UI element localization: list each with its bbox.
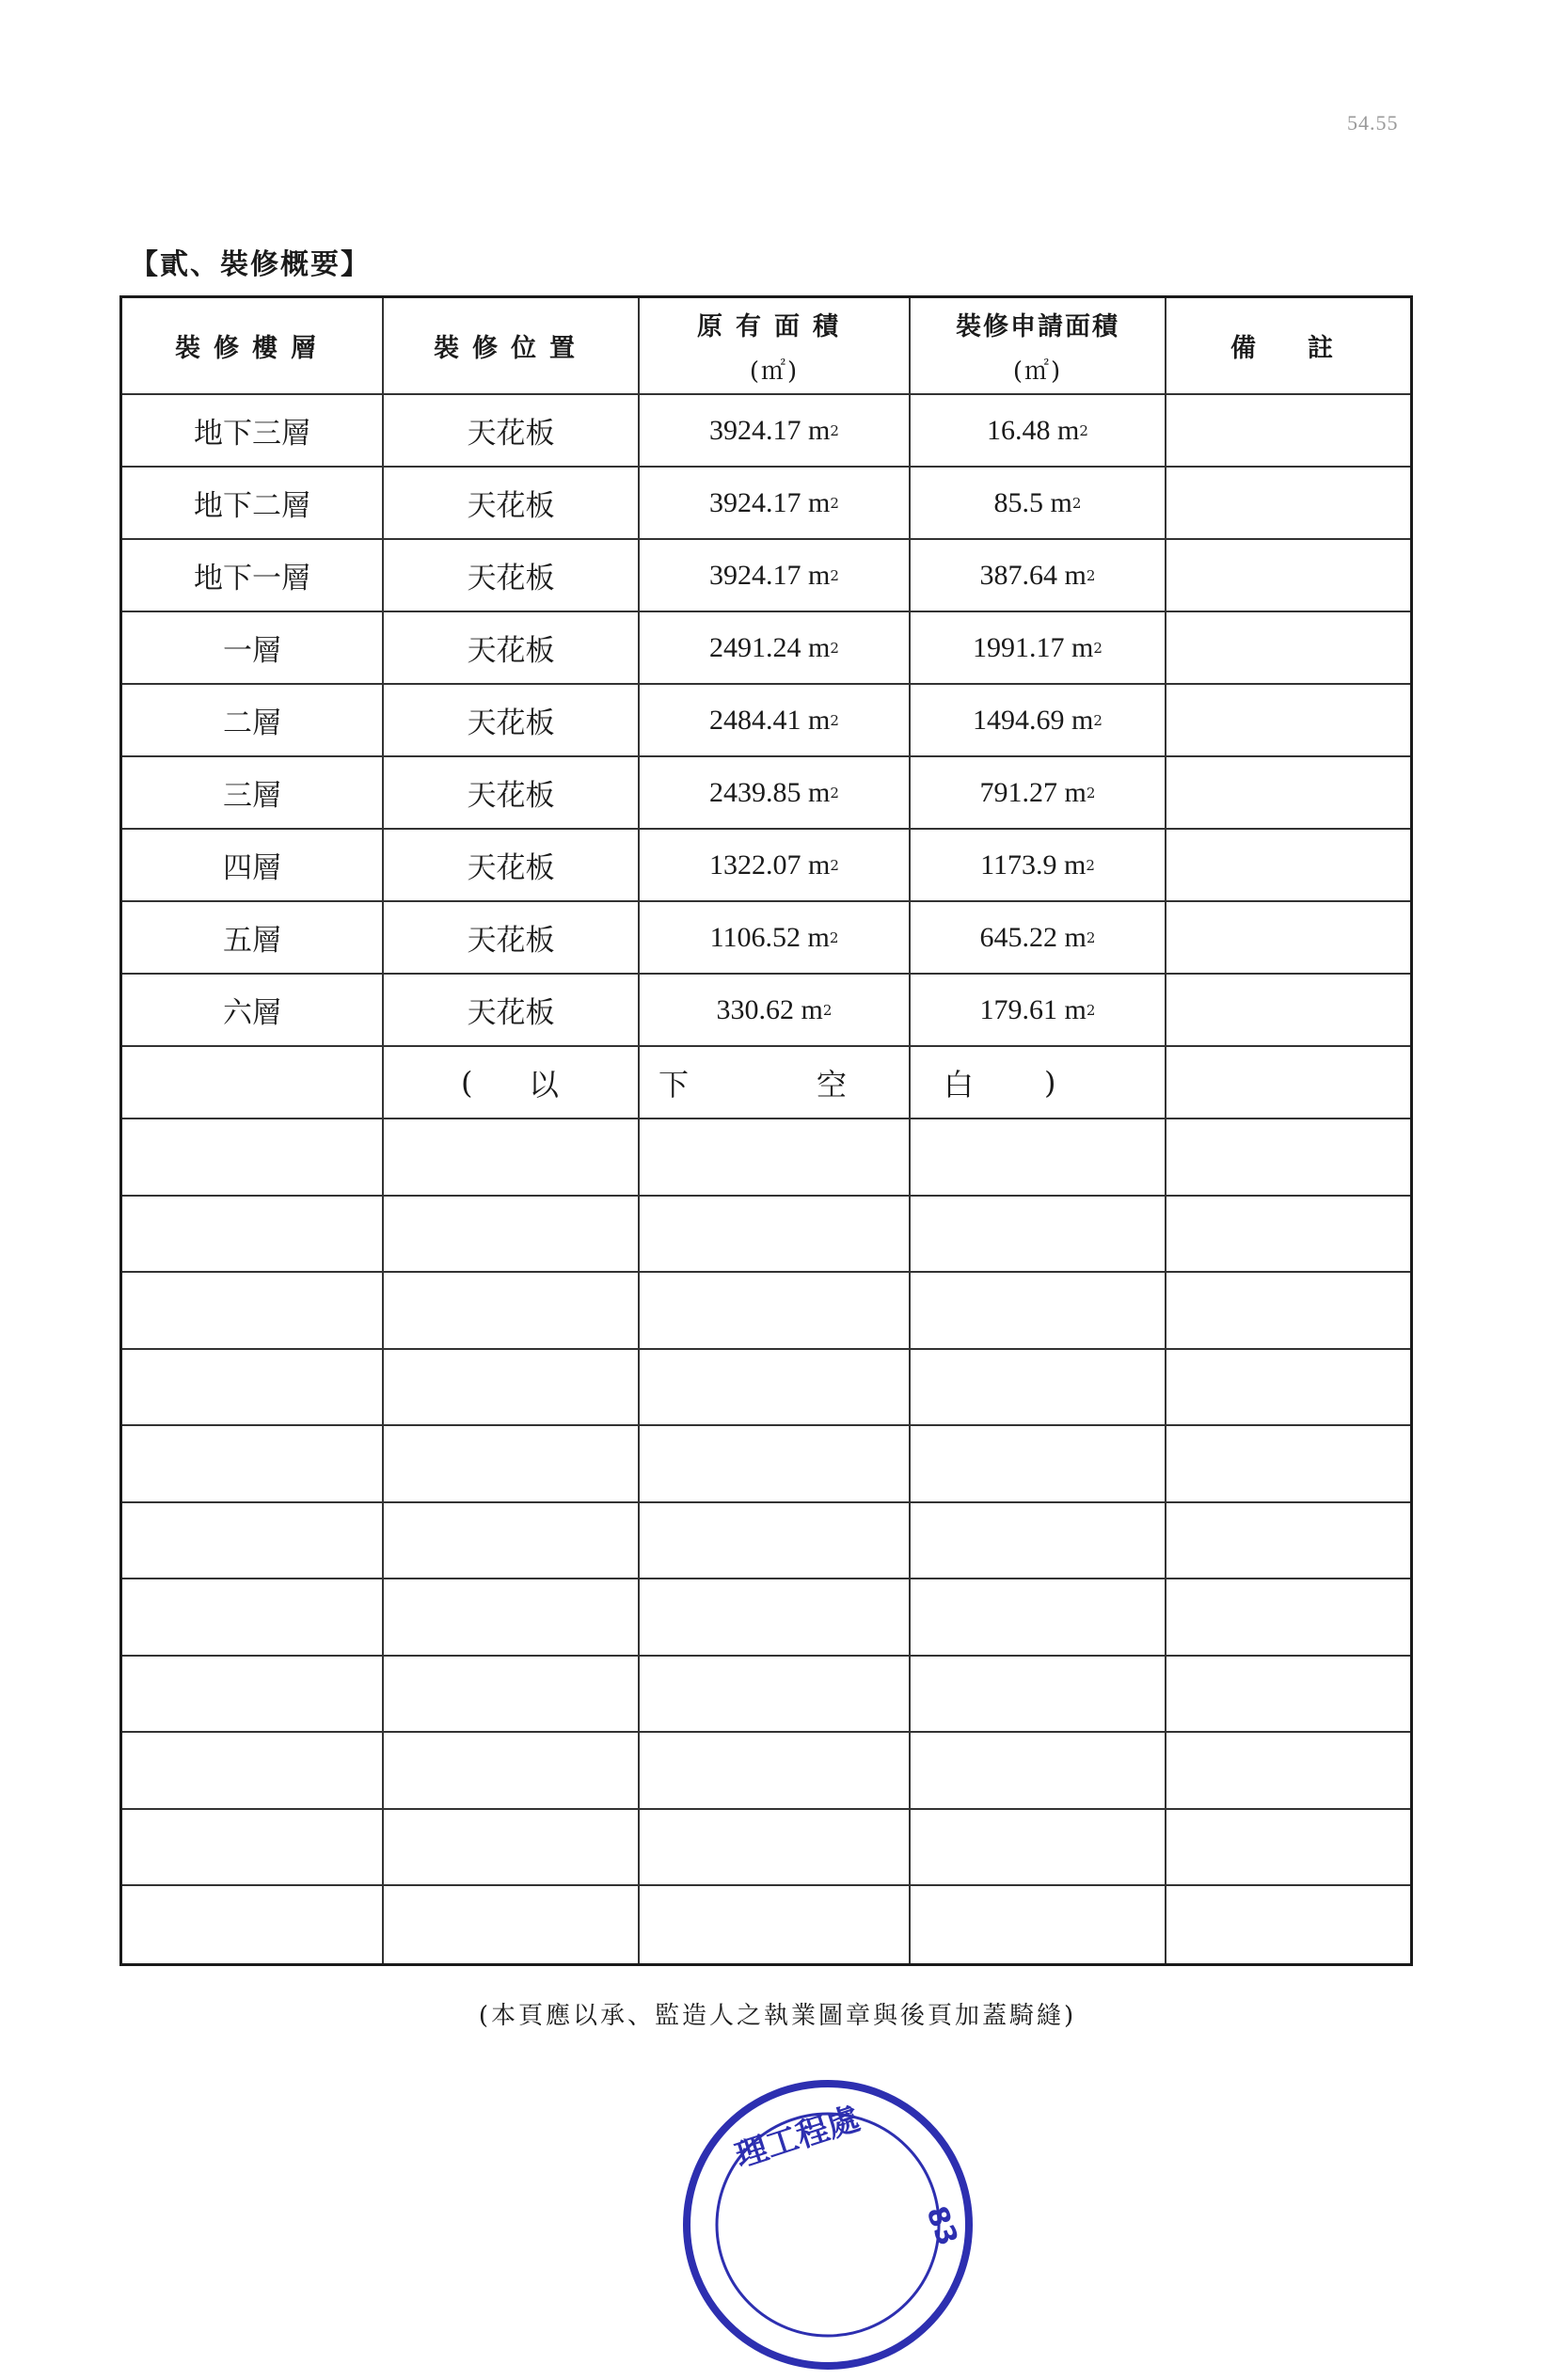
empty-cell xyxy=(1166,1426,1410,1501)
header-applied-area-label: 裝修申請面積 xyxy=(956,311,1119,341)
area-unit-superscript: 2 xyxy=(830,711,839,729)
original-area-cell xyxy=(640,395,911,466)
applied-area-value: 1173.9 m xyxy=(980,849,1087,881)
empty-cell xyxy=(122,1426,384,1501)
position-cell-text: 天花板 xyxy=(467,489,555,523)
applied-area-cell xyxy=(911,902,1166,973)
applied-area-value: 1991.17 m xyxy=(973,631,1094,663)
empty-cell xyxy=(1166,1350,1410,1425)
empty-cell xyxy=(1166,1119,1410,1195)
empty-cell xyxy=(384,1197,640,1272)
original-area-cell xyxy=(640,830,911,900)
position-cell xyxy=(384,757,640,828)
empty-cell xyxy=(911,1733,1166,1808)
floor-cell xyxy=(122,468,384,538)
empty-cell xyxy=(1166,1047,1410,1118)
remarks-cell xyxy=(1166,395,1410,466)
header-remarks xyxy=(1166,298,1410,393)
empty-row xyxy=(122,1119,1410,1197)
empty-cell xyxy=(640,1503,911,1579)
empty-cell xyxy=(640,1350,911,1425)
position-cell xyxy=(384,830,640,900)
original-area-value: 3924.17 m xyxy=(709,559,831,591)
applied-area-cell xyxy=(911,540,1166,611)
applied-area-value: 791.27 m xyxy=(979,776,1087,808)
remarks-cell xyxy=(1166,830,1410,900)
table-row xyxy=(122,902,1410,975)
empty-cell xyxy=(640,1733,911,1808)
position-cell xyxy=(384,468,640,538)
table-row xyxy=(122,468,1410,540)
renovation-summary-table xyxy=(119,295,1413,1966)
floor-cell xyxy=(122,902,384,973)
area-unit-superscript: 2 xyxy=(1071,494,1082,512)
remarks-cell xyxy=(1166,975,1410,1045)
area-unit-superscript: 2 xyxy=(1093,711,1103,729)
original-area-cell xyxy=(640,540,911,611)
empty-cell xyxy=(384,1047,640,1118)
position-cell-text: 天花板 xyxy=(467,851,555,885)
seal-partial-text: 83 xyxy=(919,2201,964,2250)
empty-cell xyxy=(911,1197,1166,1272)
area-unit-superscript: 2 xyxy=(1086,784,1096,801)
header-applied-area-unit: (㎡) xyxy=(1012,357,1063,386)
position-cell xyxy=(384,612,640,683)
original-area-value: 1106.52 m xyxy=(709,921,830,953)
empty-cell xyxy=(384,1733,640,1808)
empty-cell xyxy=(1166,1197,1410,1272)
remarks-cell xyxy=(1166,612,1410,683)
area-unit-superscript: 2 xyxy=(830,639,839,657)
empty-row xyxy=(122,1503,1410,1580)
original-area-value: 330.62 m xyxy=(716,993,823,1025)
table-row xyxy=(122,830,1410,902)
position-cell-text: 天花板 xyxy=(467,779,555,813)
position-cell-text: 天花板 xyxy=(467,417,555,451)
empty-cell xyxy=(640,1810,911,1885)
empty-cell xyxy=(384,1657,640,1732)
floor-cell xyxy=(122,540,384,611)
area-unit-superscript: 2 xyxy=(1086,928,1096,946)
empty-cell xyxy=(640,1273,911,1348)
empty-row xyxy=(122,1886,1410,1963)
seal-text: 理工程處 xyxy=(730,2100,865,2176)
blank-marker-char: 下 xyxy=(658,1066,690,1103)
blank-marker-char: 空 xyxy=(817,1066,848,1103)
original-area-value: 1322.07 m xyxy=(709,849,831,881)
empty-cell xyxy=(384,1350,640,1425)
area-unit-superscript: 2 xyxy=(830,856,839,874)
empty-cell xyxy=(122,1119,384,1195)
floor-cell-text: 一層 xyxy=(223,634,281,668)
position-cell-text: 天花板 xyxy=(467,706,555,740)
page-number: 54.55 xyxy=(1347,111,1399,135)
original-area-value: 3924.17 m xyxy=(709,414,831,446)
floor-cell-text: 地下二層 xyxy=(194,489,310,523)
empty-cell xyxy=(122,1047,384,1118)
empty-cell xyxy=(1166,1579,1410,1655)
remarks-cell xyxy=(1166,902,1410,973)
empty-cell xyxy=(640,1119,911,1195)
header-position xyxy=(384,298,640,393)
empty-cell xyxy=(122,1733,384,1808)
table-row xyxy=(122,685,1410,757)
empty-cell xyxy=(384,1119,640,1195)
original-area-cell xyxy=(640,902,911,973)
empty-cell xyxy=(911,1657,1166,1732)
empty-cell xyxy=(122,1197,384,1272)
empty-cell xyxy=(640,1657,911,1732)
applied-area-value: 387.64 m xyxy=(979,559,1087,591)
area-unit-superscript: 2 xyxy=(1093,639,1103,657)
area-unit-superscript: 2 xyxy=(830,494,839,512)
table-row xyxy=(122,757,1410,830)
footnote: (本頁應以承、監造人之執業圖章與後頁加蓋騎縫) xyxy=(478,2002,1077,2030)
applied-area-cell xyxy=(911,612,1166,683)
empty-row xyxy=(122,1426,1410,1503)
applied-area-cell xyxy=(911,830,1166,900)
original-area-value: 2491.24 m xyxy=(709,631,831,663)
blank-marker-char: ) xyxy=(1044,1064,1056,1101)
position-cell xyxy=(384,975,640,1045)
table-row xyxy=(122,975,1410,1047)
floor-cell-text: 四層 xyxy=(223,851,281,885)
empty-cell xyxy=(911,1119,1166,1195)
table-row xyxy=(122,395,1410,468)
applied-area-cell xyxy=(911,468,1166,538)
blank-marker-row xyxy=(122,1047,1410,1119)
position-cell-text: 天花板 xyxy=(467,924,555,958)
area-unit-superscript: 2 xyxy=(830,566,839,584)
position-cell-text: 天花板 xyxy=(467,562,555,595)
empty-row xyxy=(122,1579,1410,1657)
header-floor xyxy=(122,298,384,393)
floor-cell-text: 二層 xyxy=(223,706,281,740)
applied-area-value: 645.22 m xyxy=(979,921,1087,953)
table-row xyxy=(122,612,1410,685)
position-cell xyxy=(384,902,640,973)
floor-cell xyxy=(122,685,384,755)
floor-cell-text: 地下一層 xyxy=(194,562,310,595)
floor-cell-text: 三層 xyxy=(223,779,281,813)
original-area-cell xyxy=(640,468,911,538)
empty-cell xyxy=(122,1657,384,1732)
applied-area-value: 1494.69 m xyxy=(973,704,1094,736)
original-area-cell xyxy=(640,975,911,1045)
empty-cell xyxy=(911,1426,1166,1501)
blank-marker-char: 白 xyxy=(944,1066,975,1103)
position-cell xyxy=(384,685,640,755)
empty-cell xyxy=(384,1886,640,1963)
header-floor-label: 裝修樓層 xyxy=(175,334,329,363)
empty-cell xyxy=(640,1426,911,1501)
empty-cell xyxy=(122,1273,384,1348)
remarks-cell xyxy=(1166,540,1410,611)
official-seal xyxy=(673,2070,983,2380)
empty-cell xyxy=(122,1503,384,1579)
original-area-cell xyxy=(640,757,911,828)
area-unit-superscript: 2 xyxy=(830,421,839,439)
empty-row xyxy=(122,1273,1410,1350)
applied-area-cell xyxy=(911,685,1166,755)
empty-cell xyxy=(640,1886,911,1963)
empty-row xyxy=(122,1197,1410,1274)
empty-cell xyxy=(1166,1733,1410,1808)
floor-cell xyxy=(122,975,384,1045)
empty-cell xyxy=(1166,1657,1410,1732)
position-cell-text: 天花板 xyxy=(467,634,555,668)
empty-cell xyxy=(384,1426,640,1501)
applied-area-value: 85.5 m xyxy=(993,486,1072,518)
empty-row xyxy=(122,1657,1410,1734)
header-original-area-label: 原有面積 xyxy=(697,311,851,341)
empty-cell xyxy=(1166,1886,1410,1963)
blank-marker-char: ( xyxy=(461,1064,473,1101)
original-area-value: 2484.41 m xyxy=(709,704,831,736)
empty-cell xyxy=(122,1810,384,1885)
empty-cell xyxy=(384,1273,640,1348)
applied-area-value: 16.48 m xyxy=(987,414,1080,446)
empty-cell xyxy=(911,1810,1166,1885)
empty-cell xyxy=(640,1197,911,1272)
empty-cell xyxy=(911,1350,1166,1425)
section-title: 【貳、裝修概要】 xyxy=(130,248,371,281)
floor-cell-text: 六層 xyxy=(223,996,281,1030)
empty-cell xyxy=(1166,1503,1410,1579)
floor-cell-text: 地下三層 xyxy=(194,417,310,451)
floor-cell-text: 五層 xyxy=(223,924,281,958)
floor-cell xyxy=(122,612,384,683)
empty-cell xyxy=(911,1273,1166,1348)
empty-cell xyxy=(384,1810,640,1885)
header-position-label: 裝修位置 xyxy=(434,334,588,363)
remarks-cell xyxy=(1166,685,1410,755)
header-applied-area xyxy=(911,298,1166,393)
applied-area-cell xyxy=(911,757,1166,828)
header-original-area-unit: (㎡) xyxy=(749,357,800,386)
area-unit-superscript: 2 xyxy=(1086,566,1096,584)
original-area-cell xyxy=(640,685,911,755)
original-area-value: 2439.85 m xyxy=(709,776,831,808)
floor-cell xyxy=(122,830,384,900)
floor-cell xyxy=(122,395,384,466)
position-cell-text: 天花板 xyxy=(467,996,555,1030)
empty-cell xyxy=(1166,1273,1410,1348)
empty-cell xyxy=(384,1579,640,1655)
position-cell xyxy=(384,395,640,466)
empty-cell xyxy=(911,1503,1166,1579)
table-header-row xyxy=(122,298,1410,395)
empty-row xyxy=(122,1733,1410,1810)
empty-cell xyxy=(911,1886,1166,1963)
header-remarks-label: 備 註 xyxy=(1230,334,1346,363)
remarks-cell xyxy=(1166,757,1410,828)
empty-cell xyxy=(640,1579,911,1655)
position-cell xyxy=(384,540,640,611)
header-original-area xyxy=(640,298,911,393)
empty-row xyxy=(122,1350,1410,1427)
empty-cell xyxy=(911,1579,1166,1655)
area-unit-superscript: 2 xyxy=(1086,1001,1096,1019)
area-unit-superscript: 2 xyxy=(1086,856,1095,874)
original-area-cell xyxy=(640,612,911,683)
empty-cell xyxy=(384,1503,640,1579)
floor-cell xyxy=(122,757,384,828)
empty-cell xyxy=(1166,1810,1410,1885)
applied-area-cell xyxy=(911,975,1166,1045)
area-unit-superscript: 2 xyxy=(822,1001,833,1019)
empty-cell xyxy=(122,1886,384,1963)
original-area-value: 3924.17 m xyxy=(709,486,831,518)
empty-cell xyxy=(122,1350,384,1425)
empty-row xyxy=(122,1810,1410,1887)
empty-cell xyxy=(122,1579,384,1655)
applied-area-value: 179.61 m xyxy=(979,993,1087,1025)
area-unit-superscript: 2 xyxy=(829,928,839,946)
area-unit-superscript: 2 xyxy=(1079,421,1088,439)
blank-marker-char: 以 xyxy=(529,1066,560,1103)
applied-area-cell xyxy=(911,395,1166,466)
area-unit-superscript: 2 xyxy=(830,784,839,801)
table-row xyxy=(122,540,1410,612)
remarks-cell xyxy=(1166,468,1410,538)
